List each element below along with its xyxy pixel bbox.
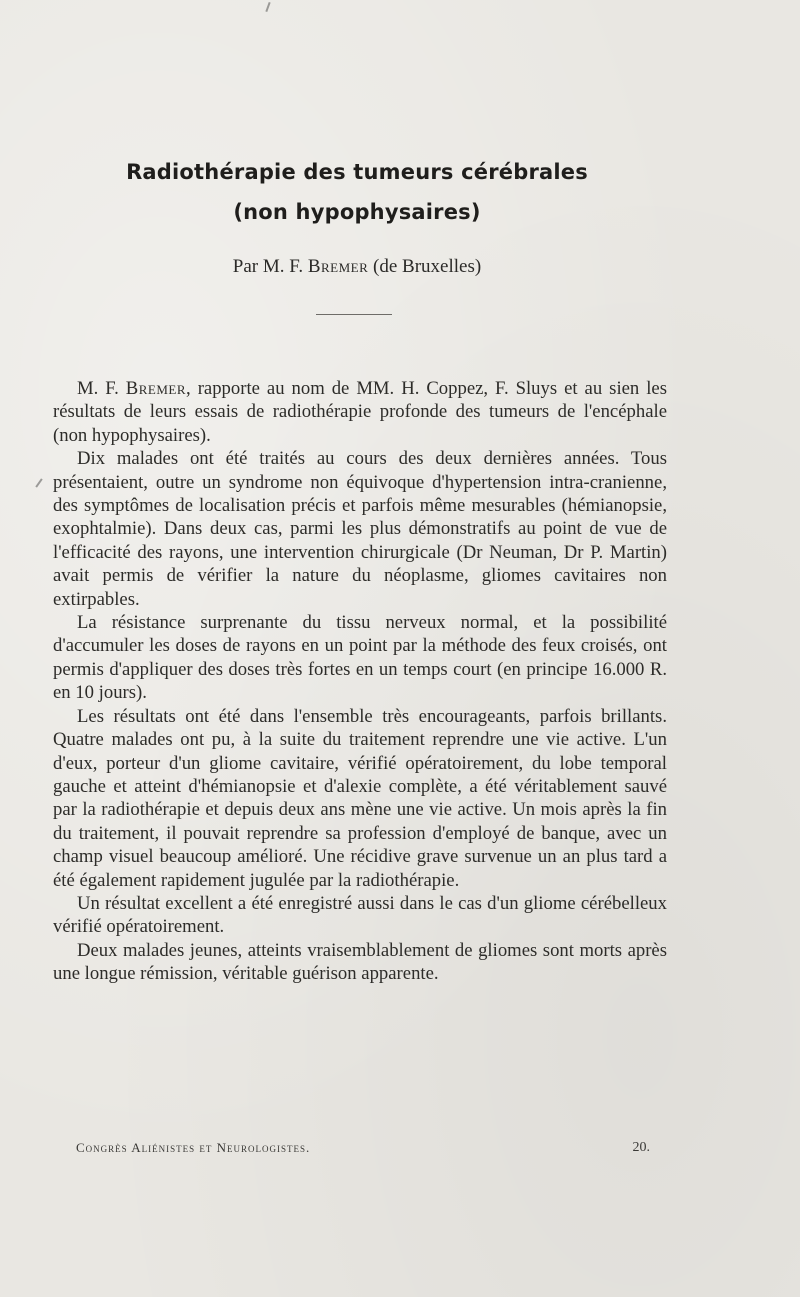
byline-suffix: (de Bruxelles)	[368, 256, 482, 277]
paragraph-4: Les résultats ont été dans l'ensemble très encourageants, parfois brillants. Quatre malades ont pu, à la suite du traitement reprendre une vie active. L'un d'eux, porteur d'un gliome cavitaire, vérifié opératoirement, du lobe temporal gauche et atteint d'hémianopsie et d'alexie complète, a été véritablement sauvé par la radiothérapie et depuis deux ans mène une vie active. Un mois après la fin du traitement, il pouvait reprendre sa profession d'employé de banque, avec un champ visuel beaucoup amélioré. Une récidive grave survenue un an plus tard a été également rapidement jugulée par la radiothérapie.	[53, 705, 667, 891]
paper-mark	[265, 2, 270, 12]
article-title-line-1: Radiothérapie des tumeurs cérébrales	[126, 160, 588, 184]
article-body	[53, 377, 667, 986]
article-title-line-2: (non hypophysaires)	[233, 200, 481, 224]
page-number: 20.	[632, 1140, 650, 1155]
paper-mark	[35, 478, 42, 487]
byline-prefix: Par M. F.	[232, 256, 308, 277]
page-footer	[76, 1140, 650, 1156]
paragraph-3: La résistance surprenante du tissu nerveux normal, et la possibilité d'accumuler les doses de rayons en un point par la méthode des feux croisés, ont permis d'appliquer des doses très fortes en un temps court (en principe 16.000 R. en 10 jours).	[53, 612, 667, 704]
title-divider	[316, 314, 392, 315]
paragraph-1-lead-author: Bremer	[125, 378, 187, 399]
byline	[0, 256, 714, 278]
paragraph-1-lead-prefix: M. F.	[77, 378, 126, 399]
paragraph-1-text: , rapporte au nom de MM. H. Coppez, F. Sluys et au sien les résultats de leurs essais de radiothérapie profonde des tumeurs de l'encéphale (non hypophysaires).	[53, 378, 667, 446]
byline-author: Bremer	[307, 256, 369, 277]
paragraph-1	[53, 377, 667, 447]
paragraph-6: Deux malades jeunes, atteints vraisemblablement de gliomes sont morts après une longue rémission, véritable guérison apparente.	[53, 939, 667, 985]
paragraph-2: Dix malades ont été traités au cours des deux dernières années. Tous présentaient, outre un syndrome non équivoque d'hypertension intra-cranienne, des symptômes de localisation précis et parfois même mesurables (hémianopsie, exophtalmie). Dans deux cas, parmi les plus démonstratifs au point de vue de l'efficacité des rayons, une intervention chirurgicale (Dr Neuman, Dr P. Martin) avait permis de vérifier la nature du néoplasme, gliomes cavitaires non extirpables.	[53, 448, 667, 610]
paragraph-5: Un résultat excellent a été enregistré aussi dans le cas d'un gliome cérébelleux vérifié opératoirement.	[53, 892, 667, 938]
footer-journal-title: Congrès Aliénistes et Neurologistes.	[76, 1140, 311, 1155]
